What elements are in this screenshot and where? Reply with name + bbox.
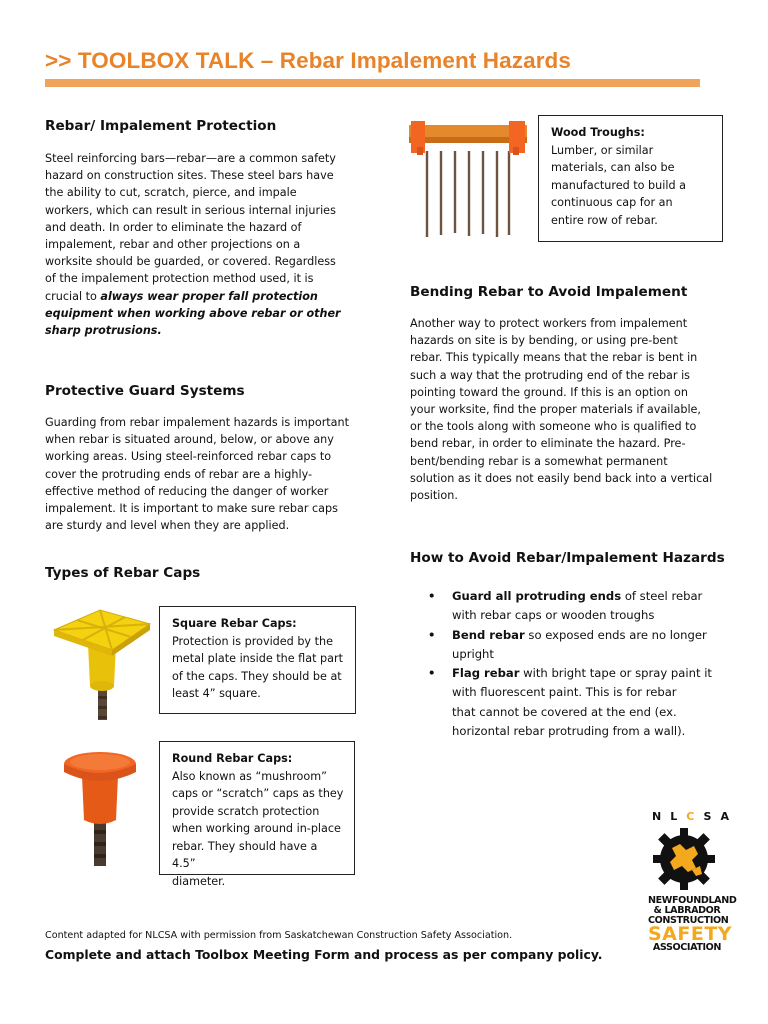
list-item: • Flag rebar with bright tape or spray paint it with fluorescent paint. This is for rebar that cannot be covered at the end (ex. horizontal rebar protruding from a wall). xyxy=(428,666,712,739)
square-caps-title: Square Rebar Caps: xyxy=(172,617,297,630)
caps-heading: Types of Rebar Caps xyxy=(45,565,201,581)
avoid-list xyxy=(425,587,725,741)
avoid-heading: How to Avoid Rebar/Impalement Hazards xyxy=(410,550,725,566)
title-divider xyxy=(45,79,700,87)
bending-heading: Bending Rebar to Avoid Impalement xyxy=(410,284,688,300)
list-item: • Bend rebar so exposed ends are no longer upright xyxy=(428,627,707,661)
round-caps-box: Round Rebar Caps: Also known as “mushroom” caps or “scratch” caps as they provide scratch protection when working around in-place rebar. They should have a 4.5” diameter. xyxy=(159,741,355,875)
nl-gear-logo xyxy=(652,826,716,892)
credit-note: Content adapted for NLCSA with permission from Saskatchewan Construction Safety Association. xyxy=(45,930,513,941)
wood-troughs-title: Wood Troughs: xyxy=(551,126,645,139)
list-item: • Guard all protruding ends of steel rebar with rebar caps or wooden troughs xyxy=(428,589,703,623)
wood-troughs-box: Wood Troughs: Lumber, or similar materials, can also be manufactured to build a continuous cap for an entire row of rebar. xyxy=(538,115,723,242)
round-caps-title: Round Rebar Caps: xyxy=(172,752,293,765)
fall-protection-emphasis: always wear proper fall protection xyxy=(100,289,318,303)
instruction-note: Complete and attach Toolbox Meeting Form and process as per company policy. xyxy=(45,947,603,962)
square-rebar-cap-image xyxy=(50,604,154,722)
bending-paragraph: Another way to protect workers from impalement hazards on site is by bending, or using pre-bent rebar. This typically means that the rebar is bent in such a way that the protruding end of the rebar is pointing toward the ground. If this is an option on your worksite, find the proper materials if available, or the tools along with someone who is qualified to bend rebar, in order to eliminate the hazard. Pre- bent/bending rebar is a somewhat permanent solution as it does not easily bend back into a vertical position. xyxy=(410,317,713,503)
page-title: >> TOOLBOX TALK – Rebar Impalement Hazards xyxy=(45,48,572,73)
nlcsa-wordmark: NEWFOUNDLAND & LABRADOR CONSTRUCTION SAFETY ASSOCIATION xyxy=(648,895,737,953)
round-rebar-cap-image xyxy=(58,746,142,868)
wood-trough-image xyxy=(405,117,533,240)
guard-heading: Protective Guard Systems xyxy=(45,383,245,399)
protection-paragraph: Steel reinforcing bars—rebar—are a common safety hazard on construction sites. These steel bars have the ability to cut, scratch, pierce, and impale workers, which can result in serious internal injuries and death. In order to eliminate the hazard of impalement, rebar and other projections on a worksite should be guarded, or covered. Regardless of the impalement protection method used, it is crucial to always wear proper fall protection equipment when working above rebar or other sharp protrusions. xyxy=(45,152,341,338)
guard-paragraph: Guarding from rebar impalement hazards is important when rebar is situated around, below, or above any working areas. Using steel-reinforced rebar caps to cover the protruding ends of rebar are a highly- effective method of reducing the danger of worker impalement. It is important to make sure rebar caps are sturdy and level when they are applied. xyxy=(45,416,350,533)
square-caps-box: Square Rebar Caps: Protection is provided by the metal plate inside the flat part of the caps. They should be at least 4” square. xyxy=(159,606,356,714)
protection-heading: Rebar/ Impalement Protection xyxy=(45,118,277,134)
nlcsa-letters: NLCSA xyxy=(652,810,738,823)
